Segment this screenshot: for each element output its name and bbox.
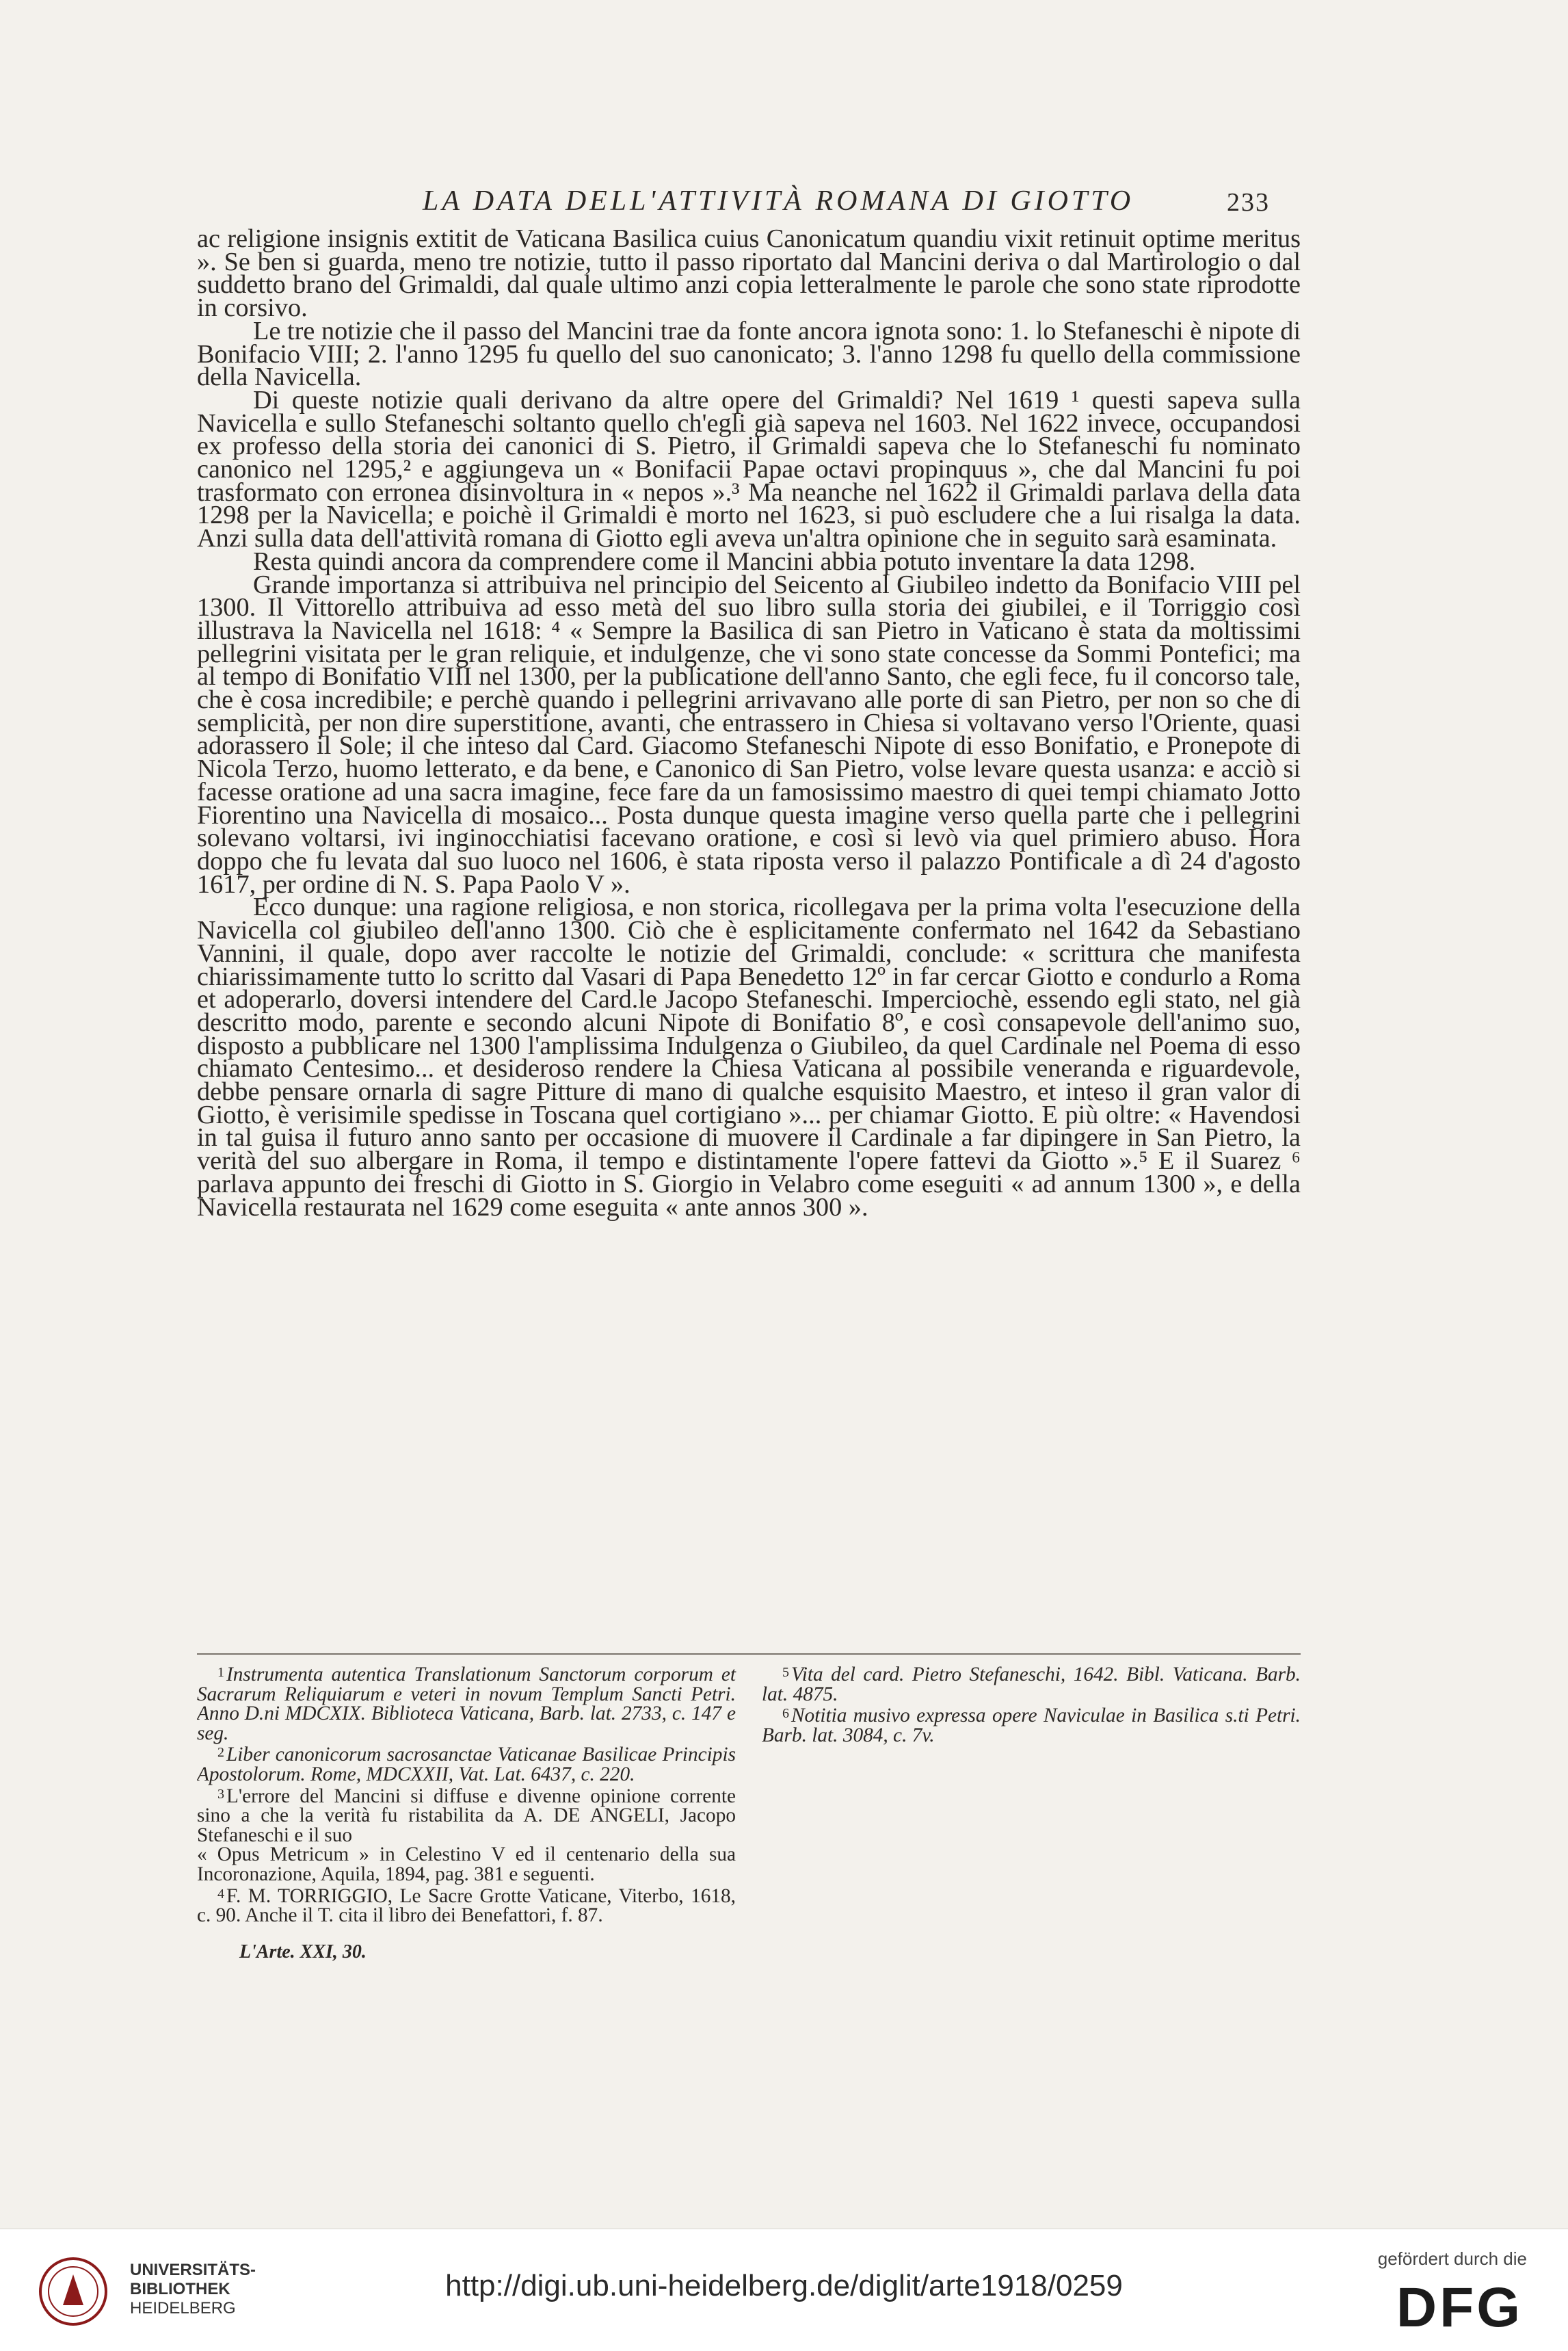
- footnote-text: « Opus Metricum » in Celestino V ed il centenario della sua Incoronazione, Aquila, 1894, pag. 381 e seguenti.: [197, 1843, 736, 1885]
- footnote-continuation: [197, 1845, 736, 1884]
- main-text: [197, 228, 1301, 1637]
- running-head: [197, 185, 1270, 226]
- library-name: UNIVERSITÄTS- BIBLIOTHEK HEIDELBERG: [130, 2261, 256, 2317]
- footnote-text: L'errore del Mancini si diffuse e divenne opinione corrente sino a che la verità fu ristabilita da A. DE ANGELI, Jacopo Stefaneschi e il suo: [197, 1785, 736, 1846]
- paragraph: ac religione insignis extitit de Vaticana Basilica cuius Canonicatum quandiu vixit retinuit optime meritus ». Se ben si guarda, meno tre notizie, tutto il passo riportato dal Mancini deriva o dal Martirologio o dal suddetto brano del Grimaldi, dal quale ultimo anzi copia letteralmente le parole che sono state riprodotte in corsivo.: [197, 228, 1301, 323]
- footnote-number: 6: [782, 1706, 789, 1722]
- footnote-text: Instrumenta autentica Translationum Sanctorum corporum et Sacrarum Reliquiarum e veteri in novum Templum Sancti Petri. Anno D.ni MDCXIX. Biblioteca Vaticana, Barb. lat. 2733, c. 147 e seg.: [197, 1664, 736, 1744]
- footnotes: [197, 1663, 1301, 1950]
- paragraph: Resta quindi ancora da comprendere come il Mancini abbia potuto inventare la data 1298.: [253, 547, 1196, 576]
- footnote: [197, 1884, 736, 1926]
- running-title: LA DATA DELL'ATTIVITÀ ROMANA DI GIOTTO: [423, 185, 1134, 217]
- footnote: [762, 1704, 1301, 1745]
- footnote-number: 5: [782, 1665, 789, 1680]
- paragraph: Grande importanza si attribuiva nel principio del Seicento al Giubileo indetto da Bonifacio VIII pel 1300. Il Vittorello attribuiva ad esso metà del suo libro sulla storia dei giubilei, e il Torriggio così illustrava la Navicella nel 1618: ⁴ « Sempre la Basilica di san Pietro in Vaticano è stata da moltissimi pellegrini visitata per le gran reliquie, et indulgenze, che vi sono state concesse da Sommi Pontefici; ma al tempo di Bonifatio VIII nel 1300, per la publicatione dell'anno Santo, che egli fece, fu il concorso tale, che è cosa incredibile; e perchè quando i pellegrini arrivavano alle porte di san Pietro, per non so che di semplicità, per non dire superstitione, avanti, che entrassero in Chiesa si voltavano verso l'Oriente, quasi adorassero il Sole; il che inteso dal Card. Giacomo Stefaneschi Nipote di esso Bonifatio, e Pronepote di Nicola Terzo, huomo letterato, e da bene, e Canonico di San Pietro, volse levare questa usanza: e acciò si facesse oratione ad una sacra imagine, fece fare da un famosissimo maestro di quei tempi chiamato Jotto Fiorentino una Navicella di mosaico... Posta dunque questa imagine verso quella parte che i pellegrini solevano voltarsi, ivi inginocchiatisi facevano oratione, e così si levò via quel primiero abuso. Hora doppo che fu levata dal suo luoco nel 1606, è stata riposta verso il palazzo Pontificale a dì 24 d'agosto 1617, per ordine di N. S. Papa Paolo V ».: [197, 570, 1301, 899]
- footnote: [197, 1743, 736, 1784]
- footnote-rule: [197, 1653, 1301, 1655]
- footnote-text: Notitia musivo expressa opere Naviculae in Basilica s.ti Petri. Barb. lat. 3084, c. 7v.: [762, 1705, 1301, 1746]
- footnote-text: F. M. TORRIGGIO, Le Sacre Grotte Vaticane, Viterbo, 1618, c. 90. Anche il T. cita il libro dei Benefattori, f. 87.: [197, 1884, 736, 1927]
- funded-by-label: gefördert durch die: [1377, 2248, 1527, 2269]
- footnote: [197, 1785, 736, 1846]
- footnote: [197, 1663, 736, 1743]
- footnote-number: 4: [217, 1886, 224, 1902]
- footnote-number: 3: [217, 1786, 224, 1802]
- footnote-number: 2: [217, 1745, 224, 1761]
- source-url-link[interactable]: http://digi.ub.uni-heidelberg.de/diglit/arte1918/0259: [445, 2269, 1123, 2302]
- paragraph: Ecco dunque: una ragione religiosa, e non storica, ricollegava per la prima volta l'esecuzione della Navicella col giubileo dell'anno 1300. Ciò che è esplicitamente confermato nel 1642 da Sebastiano Vannini, il quale, dopo aver raccolte le notizie del Grimaldi, conclude: « scrittura che manifesta chiarissimamente tutto lo scritto dal Vasari di Papa Benedetto 12º in far cercar Giotto e condurlo a Roma et adoperarlo, doversi intendere del Card.le Jacopo Stefaneschi. Imperciochè, essendo egli stato, nel già descritto modo, parente e secondo alcuni Nipote di Bonifatio 8º, e così consapevole dell'animo suo, disposto a pubblicare nel 1300 l'amplissima Indulgenza o Giubileo, da quel Cardinale nel Poema di esso chiamato Centesimo... et desideroso rendere la Chiesa Vaticana al possibile veneranda e riguardevole, debbe pensare ornarla di sagre Pitture di mano di qualche esquisito Maestro, et inteso il gran valor di Giotto, è verisimile spedisse in Toscana quel cortigiano »... per chiamar Giotto. E più oltre: « Havendosi in tal guisa il futuro anno santo per occasione di muovere il Cardinale a far dipingere in San Pietro, la verità del suo albergare in Roma, il tempo e distintamente l'opere fattevi da Giotto ».⁵ E il Suarez ⁶ parlava appunto dei freschi di Giotto in S. Giorgio in Velabro come eseguiti « ad annum 1300 », e della Navicella restaurata nel 1629 come eseguita « ante annos 300 ».: [197, 893, 1301, 1222]
- paragraph: Di queste notizie quali derivano da altre opere del Grimaldi? Nel 1619 ¹ questi sapeva sulla Navicella e sullo Stefaneschi soltanto quello ch'egli già sapeva nel 1603. Nel 1622 invece, occupandosi ex professo della storia dei canonici di S. Pietro, il Grimaldi sapeva che lo Stefaneschi fu nominato canonico nel 1295,² e aggiungeva un « Bonifacii Papae octavi propinquus », che dal Mancini fu poi trasformato con erronea disinvoltura in « nepos ».³ Ma neanche nel 1622 il Grimaldi parlava della data 1298 per la Navicella; e poichè il Grimaldi è morto nel 1623, si può escludere che a lui risalga la data. Anzi sulla data dell'attività romana di Giotto egli aveva un'altra opinione che in seguito sarà esaminata.: [197, 385, 1301, 553]
- page-number: 233: [1227, 188, 1270, 217]
- journal-signature: L'Arte. XXI, 30.: [239, 1941, 367, 1962]
- footnote-number: 1: [217, 1665, 224, 1680]
- footnote: [762, 1663, 1301, 1704]
- footnote-text: Liber canonicorum sacrosanctae Vaticanae Basilicae Principis Apostolorum. Rome, MDCXXII, Vat. Lat. 6437, c. 220.: [197, 1744, 736, 1785]
- footnote-text: Vita del card. Pietro Stefaneschi, 1642. Bibl. Vaticana. Barb. lat. 4875.: [762, 1664, 1301, 1705]
- footer-bar: [0, 2229, 1568, 2351]
- paragraph: Le tre notizie che il passo del Mancini trae da fonte ancora ignota sono: 1. lo Stefaneschi è nipote di Bonifacio VIII; 2. l'anno 1295 fu quello del suo canonicato; 3. l'anno 1298 fu quello della commissione della Navicella.: [197, 316, 1301, 392]
- dfg-logo: DFG: [1396, 2276, 1523, 2339]
